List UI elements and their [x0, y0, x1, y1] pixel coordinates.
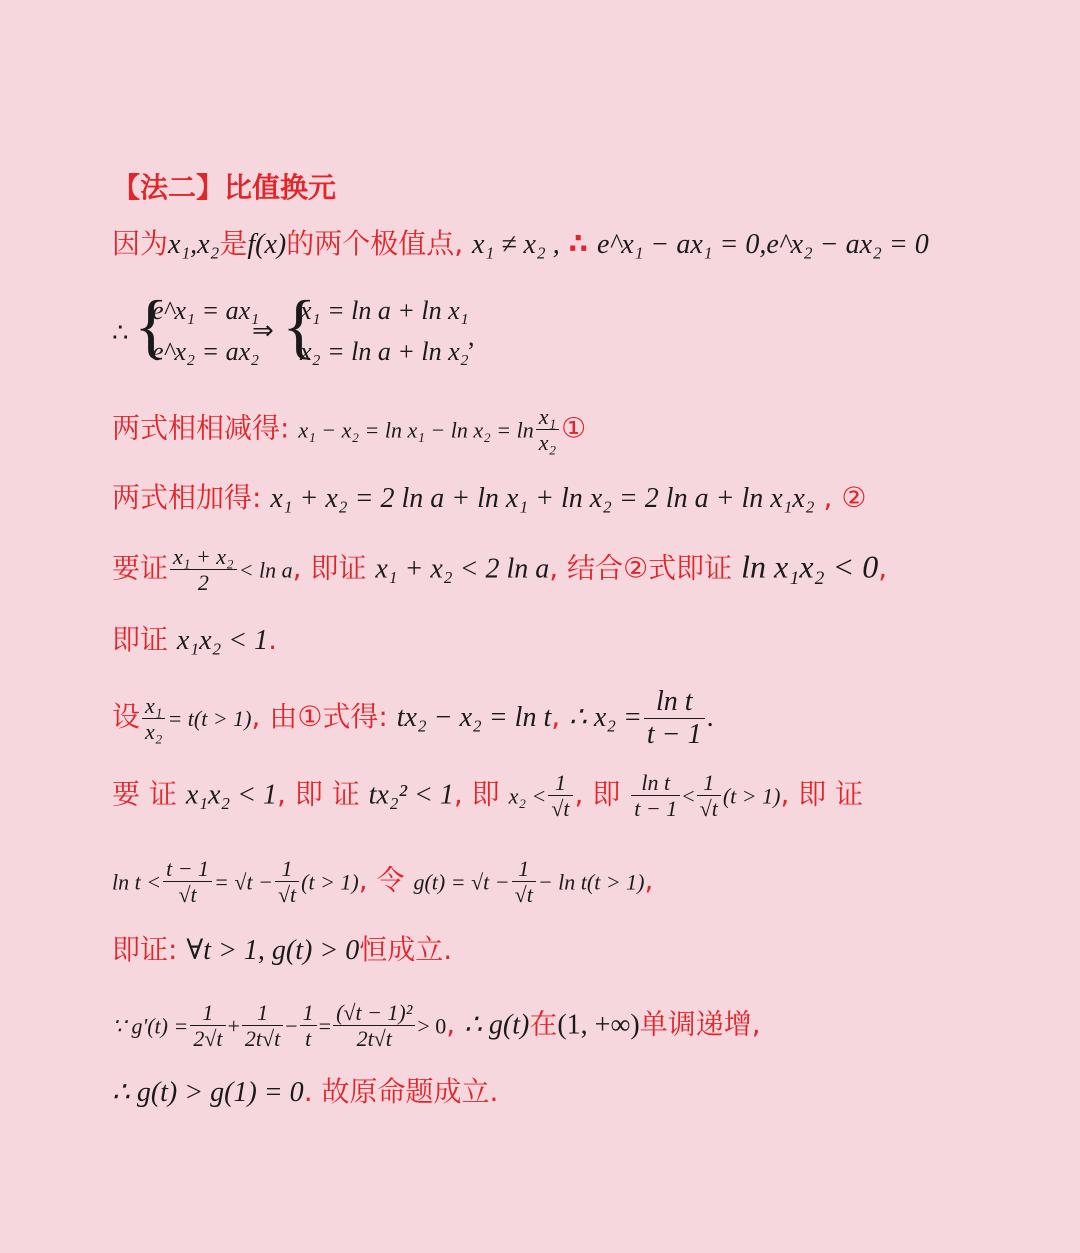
- line-4: [112, 481, 867, 514]
- l7-frac: [142, 693, 165, 745]
- l11-frac4: [333, 1000, 415, 1052]
- line-3: [112, 404, 586, 456]
- l3-c: ①: [561, 411, 587, 445]
- l5-d: x₁ + x₂ < 2 ln a: [375, 553, 550, 585]
- l8-a: 要 证: [112, 777, 177, 811]
- l9-frac1: [163, 856, 212, 908]
- l11-e: 在: [529, 1007, 558, 1041]
- l1-a: 因为: [112, 227, 169, 260]
- l9-e: g(t) = √t −: [413, 869, 510, 895]
- l12-a: ∴ g(t) > g(1) = 0: [112, 1077, 304, 1108]
- section-title: 【法二】比值换元: [112, 171, 337, 204]
- l2-brace-right: {: [282, 286, 317, 366]
- l9-frac3: [512, 856, 536, 908]
- l9-n1: t − 1: [163, 856, 212, 882]
- l11-d2: 2t√t: [244, 1026, 281, 1052]
- l4-d: ②: [841, 481, 867, 514]
- l7-num2: ln t: [644, 686, 705, 719]
- l4-b: x₁ + x₂ = 2 ln a + ln x₁ + ln x₂ = 2 ln a + ln x₁x₂: [270, 483, 815, 514]
- l5-f: ln x₁x₂ < 0: [741, 548, 879, 585]
- l1-f: x₁ ≠ x₂ ,: [472, 229, 560, 260]
- l11-n2: 1: [242, 1000, 283, 1026]
- l9-frac2: [275, 856, 299, 908]
- l11-n4: (√t − 1)²: [333, 1000, 415, 1026]
- l8-n3: 1: [697, 770, 721, 796]
- line-1: [112, 227, 929, 260]
- l8-d3: √t: [699, 796, 718, 822]
- l7-c: , 由①式得:: [251, 700, 388, 734]
- l8-frac1: [548, 770, 572, 822]
- l1-h: e^x₁ − ax₁ = 0,e^x₂ − ax₂ = 0: [597, 229, 929, 260]
- l2-brace-left: {: [134, 286, 169, 366]
- l11-f: (1, +∞): [557, 1009, 640, 1041]
- l7-g: .: [706, 702, 714, 734]
- line-12: [112, 1075, 499, 1108]
- l9-n2: 1: [275, 856, 299, 882]
- l8-b: x₁x₂ < 1: [185, 779, 278, 811]
- l8-c: , 即 证: [277, 777, 360, 811]
- l11-n3: 1: [300, 1000, 317, 1026]
- l2-arrow: ⇒: [252, 316, 274, 345]
- l1-c: 是: [219, 227, 248, 260]
- l7-f: ∴ x₂ =: [569, 702, 642, 734]
- l10-c: 恒成立.: [359, 933, 453, 966]
- l7-den2: t − 1: [646, 719, 702, 751]
- l5-a: 要证: [112, 551, 169, 585]
- l9-f: − ln t(t > 1): [537, 869, 645, 895]
- line-6: [112, 623, 278, 656]
- l11-d: ∴ g(t): [464, 1009, 530, 1041]
- l12-c: 故原命题成立.: [321, 1075, 499, 1108]
- l2-s2: x₂ = ln a + ln x₂: [300, 337, 469, 366]
- l1-e: 的两个极值点,: [286, 227, 464, 260]
- l8-n2: ln t: [631, 770, 680, 796]
- l3-den: x₂: [538, 430, 557, 456]
- l5-den: 2: [197, 570, 209, 596]
- l11-g: 单调递增,: [639, 1007, 761, 1041]
- l3-frac: [536, 404, 559, 456]
- l9-b: = √t −: [214, 869, 273, 895]
- line-8: [112, 770, 863, 822]
- l7-d: tx₂ − x₂ = ln t: [396, 702, 552, 734]
- l7-num: x₁: [142, 693, 165, 719]
- l2-comma: ,: [468, 322, 475, 351]
- l11-a: ∵ g'(t) =: [112, 1013, 189, 1039]
- l1-g: ∴: [568, 227, 589, 260]
- l4-c: ,: [823, 481, 833, 514]
- l11-p1: +: [227, 1013, 240, 1039]
- l5-e: , 结合②式即证: [549, 551, 733, 585]
- l8-frac2: [631, 770, 680, 822]
- l11-c: ,: [446, 1007, 456, 1041]
- l9-d: , 令: [358, 863, 405, 897]
- l3-b: x₁ − x₂ = ln x₁ − ln x₂ = ln: [298, 417, 534, 443]
- l11-frac1: [190, 1000, 225, 1052]
- l8-d: tx₂² < 1: [368, 779, 454, 811]
- l8-h: <: [682, 783, 695, 809]
- l2-s1: x₁ = ln a + ln x₁: [300, 296, 469, 325]
- l7-e: ,: [551, 700, 561, 734]
- l9-d2: √t: [277, 882, 297, 908]
- l11-frac3: [300, 1000, 317, 1052]
- line-9: [112, 856, 653, 908]
- line-7: [112, 686, 714, 751]
- l8-i: (t > 1): [722, 783, 781, 809]
- l11-d3: t: [305, 1026, 312, 1052]
- l10-b: ∀t > 1, g(t) > 0: [186, 935, 360, 966]
- l5-c: , 即证: [292, 551, 367, 585]
- l9-a: ln t <: [112, 869, 162, 895]
- l11-d4: 2t√t: [356, 1026, 392, 1052]
- l5-b: < ln a: [238, 557, 293, 583]
- l2-therefore: ∴: [112, 318, 129, 347]
- l6-c: .: [268, 623, 278, 656]
- l3-num: x₁: [536, 404, 559, 430]
- l7-b: = t(t > 1): [167, 706, 252, 732]
- l11-frac2: [242, 1000, 283, 1052]
- l9-d3: √t: [514, 882, 533, 908]
- l5-g: ,: [878, 551, 888, 585]
- l5-num: x₁ + x₂: [170, 544, 237, 570]
- l2-r1: e^x₁ = ax₁: [152, 296, 260, 325]
- l8-n1: 1: [548, 770, 572, 796]
- l3-a: 两式相相减得:: [112, 411, 290, 445]
- line-10: [112, 933, 453, 966]
- l1-b: x₁,x₂: [168, 229, 220, 260]
- l12-b: .: [303, 1075, 313, 1108]
- line-11: [112, 1000, 761, 1052]
- l8-f: x₂ <: [508, 783, 547, 809]
- l8-frac3: [697, 770, 721, 822]
- l4-a: 两式相加得:: [112, 481, 262, 514]
- l7-frac2: [644, 686, 705, 751]
- l9-g: ,: [644, 863, 654, 897]
- l11-b: > 0: [417, 1013, 447, 1039]
- l8-e: , 即: [453, 777, 500, 811]
- l9-c: (t > 1): [301, 869, 359, 895]
- l6-b: x₁x₂ < 1: [176, 625, 269, 656]
- l11-p2: −: [285, 1013, 298, 1039]
- l9-d1: √t: [178, 882, 197, 908]
- line-5: [112, 544, 887, 596]
- l8-j: , 即 证: [780, 777, 864, 811]
- l11-d1: 2√t: [193, 1026, 223, 1052]
- l1-d: f(x): [247, 229, 287, 260]
- l5-frac: [170, 544, 237, 596]
- l11-n1: 1: [190, 1000, 225, 1026]
- l11-p3: =: [318, 1013, 332, 1039]
- l8-d2: t − 1: [634, 796, 678, 822]
- l7-a: 设: [112, 700, 141, 734]
- l7-den: x₂: [145, 719, 163, 745]
- l9-n3: 1: [512, 856, 536, 882]
- l8-d1: √t: [551, 796, 570, 822]
- l10-a: 即证:: [112, 933, 178, 966]
- l6-a: 即证: [112, 623, 169, 656]
- l8-g: , 即: [574, 777, 621, 811]
- l2-r2: e^x₂ = ax₂: [152, 337, 260, 366]
